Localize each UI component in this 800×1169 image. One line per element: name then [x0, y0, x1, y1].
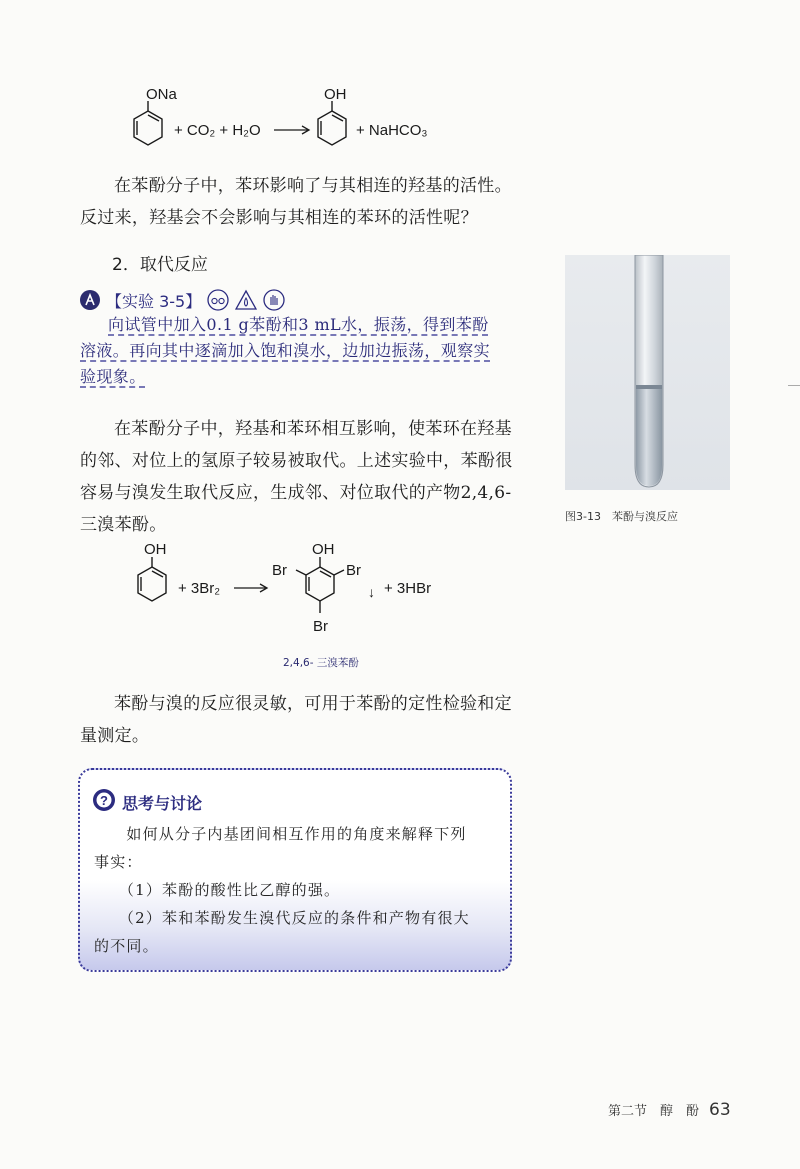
- precipitate-arrow: ↓: [368, 584, 375, 600]
- page-footer: [608, 1100, 731, 1120]
- discussion-content: [94, 820, 504, 960]
- discussion-line-5: 的不同。: [94, 937, 159, 955]
- experiment-line-3: 验现象。: [80, 367, 146, 386]
- reactant-oh: OH: [144, 541, 167, 558]
- paragraph-2-line-2: 的邻、对位上的氢原子较易被取代。上述实验中，苯酚很: [80, 451, 513, 471]
- svg-text:?: ?: [100, 793, 108, 808]
- product-oh: OH: [312, 541, 335, 558]
- page-number: 63: [709, 1100, 731, 1120]
- equation-bromination: [130, 535, 460, 645]
- product-group: OH: [324, 86, 347, 103]
- reactant-group: ONa: [146, 86, 177, 103]
- discussion-header: [92, 788, 202, 816]
- discussion-box: [78, 768, 512, 972]
- nahco3: + NaHCO₃: [356, 122, 428, 139]
- reaction-arrow-2: [234, 584, 267, 592]
- discussion-line-2: 事实：: [94, 853, 143, 871]
- paragraph-1-line-1: 在苯酚分子中，苯环影响了与其相连的羟基的活性。: [114, 176, 512, 196]
- goggles-icon: [207, 289, 229, 311]
- paragraph-2-line-3: 容易与溴发生取代反应，生成邻、对位取代的产物2,4,6-: [80, 483, 512, 503]
- discussion-line-1: 如何从分子内基团间相互作用的角度来解释下列: [94, 825, 467, 843]
- discussion-line-4: （2）苯和苯酚发生溴代反应的条件和产物有很大: [94, 909, 470, 927]
- benzene-ring-3: [138, 557, 166, 601]
- paragraph-3: [80, 688, 520, 752]
- fire-hazard-icon: [235, 289, 257, 311]
- discussion-line-3: （1）苯酚的酸性比乙醇的强。: [94, 881, 341, 899]
- paragraph-3-line-1: 苯酚与溴的反应很灵敏，可用于苯酚的定性检验和定: [114, 694, 512, 714]
- gloves-icon: [263, 289, 285, 311]
- reaction-arrow-1: [274, 126, 309, 134]
- bromo-left: Br: [272, 562, 287, 579]
- benzene-ring-2: [318, 101, 346, 145]
- product-name: 2,4,6- 三溴苯酚: [283, 657, 359, 669]
- benzene-ring-1: [134, 101, 162, 145]
- bromo-bottom: Br: [313, 618, 328, 635]
- paragraph-2: [80, 413, 520, 541]
- bromo-right: Br: [346, 562, 361, 579]
- hbr-product: + 3HBr: [384, 580, 432, 597]
- benzene-ring-4: [296, 557, 344, 613]
- experiment-line-1: 向试管中加入0.1 g苯酚和3 mL水，振荡，得到苯酚: [108, 315, 489, 334]
- experiment-procedure: [80, 312, 510, 390]
- bromine-reagent: + 3Br₂: [178, 580, 221, 597]
- experiment-line-2: 溶液。再向其中逐滴加入饱和溴水，边加边振荡，观察实: [80, 341, 491, 360]
- figure-caption: 图3-13 苯酚与溴反应: [565, 510, 678, 523]
- discussion-title: 思考与讨论: [122, 793, 203, 813]
- section-heading: 2．取代反应: [112, 255, 208, 275]
- equation-phenoxide-co2: [120, 85, 460, 165]
- paragraph-2-line-1: 在苯酚分子中，羟基和苯环相互影响，使苯环在羟基: [114, 419, 512, 439]
- margin-mark: [788, 385, 800, 386]
- footer-section: 第二节 醇 酚: [608, 1104, 700, 1119]
- paragraph-1: [80, 170, 520, 234]
- experiment-title: 【实验 3-5】: [106, 291, 202, 311]
- experiment-header: [80, 287, 285, 313]
- co2-h2o: + CO₂ + H₂O: [174, 122, 261, 139]
- test-tube-photo: [565, 255, 730, 490]
- discussion-icon: [92, 788, 116, 816]
- paragraph-3-line-2: 量测定。: [80, 726, 150, 746]
- paragraph-1-line-2: 反过来，羟基会不会影响与其相连的苯环的活性呢？: [80, 208, 478, 228]
- experiment-icon: [80, 290, 100, 310]
- paragraph-2-line-4: 三溴苯酚。: [80, 515, 167, 535]
